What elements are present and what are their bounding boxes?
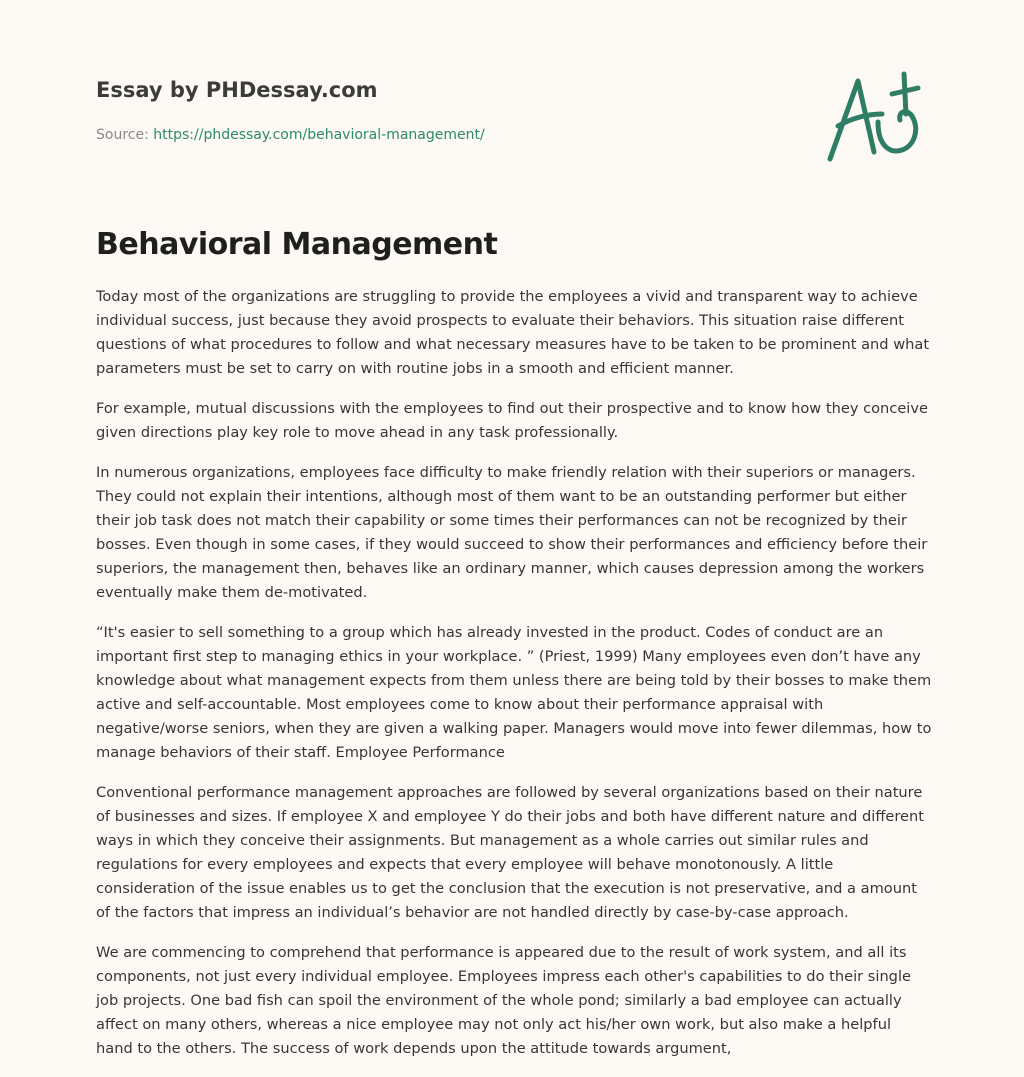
paragraph: “It's easier to sell something to a group which has already invested in the product. Codes of conduct are an important first step to managing ethics in your workplace. ” (Priest, 1999) Many employees even don’t have any knowledge about what management expects from them unless there are being told by their bosses to make them active and self-accountable. Most employees come to know about their performance appraisal with negative/worse seniors, when they are given a walking paper. Managers would move into fewer dilemmas, how to manage behaviors of their staff. Employee Performance: [96, 624, 932, 761]
a-plus-grade-icon: [820, 66, 932, 166]
essay-body: [96, 285, 932, 1077]
page-header: [96, 76, 696, 145]
paragraph: In numerous organizations, employees face difficulty to make friendly relation with their superiors or managers. They could not explain their intentions, although most of them want to be an outstanding performer but either their job task does not match their capability or some times their performances can not be recognized by their bosses. Even though in some cases, if they would succeed to show their performances and efficiency before their superiors, the management then, behaves like an ordinary manner, which causes depression among the workers eventually make them de-motivated.: [96, 464, 928, 601]
paragraph: For example, mutual discussions with the employees to find out their prospective and to know how they conceive given directions play key role to move ahead in any task professionally.: [96, 400, 928, 441]
source-line: [96, 125, 696, 145]
site-brand: Essay by PHDessay.com: [96, 78, 378, 102]
source-label: Source:: [96, 127, 154, 143]
essay-title: Behavioral Management: [96, 227, 498, 262]
source-link[interactable]: https://phdessay.com/behavioral-management/: [153, 127, 485, 143]
paragraph: Conventional performance management approaches are followed by several organizations based on their nature of businesses and sizes. If employee X and employee Y do their jobs and both have different nature and different ways in which they conceive their assignments. But management as a whole carries out similar rules and regulations for every employees and expects that every employee will behave monotonously. A little consideration of the issue enables us to get the conclusion that the execution is not preservative, and a amount of the factors that impress an individual’s behavior are not handled directly by case-by-case approach.: [96, 784, 924, 921]
paragraph: Today most of the organizations are struggling to provide the employees a vivid and transparent way to achieve individual success, just because they avoid prospects to evaluate their behaviors. This situation raise different questions of what procedures to follow and what necessary measures have to be taken to be prominent and what parameters must be set to carry on with routine jobs in a smooth and efficient manner.: [96, 288, 930, 377]
paragraph: We are commencing to comprehend that performance is appeared due to the result of work system, and all its components, not just every individual employee. Employees impress each other's capabilities to do their single job projects. One bad fish can spoil the environment of the whole pond; similarly a bad employee can actually affect on many others, whereas a nice employee may not only act his/her own work, but also make a helpful hand to the others. The success of work depends upon the attitude towards argument,: [96, 944, 911, 1057]
